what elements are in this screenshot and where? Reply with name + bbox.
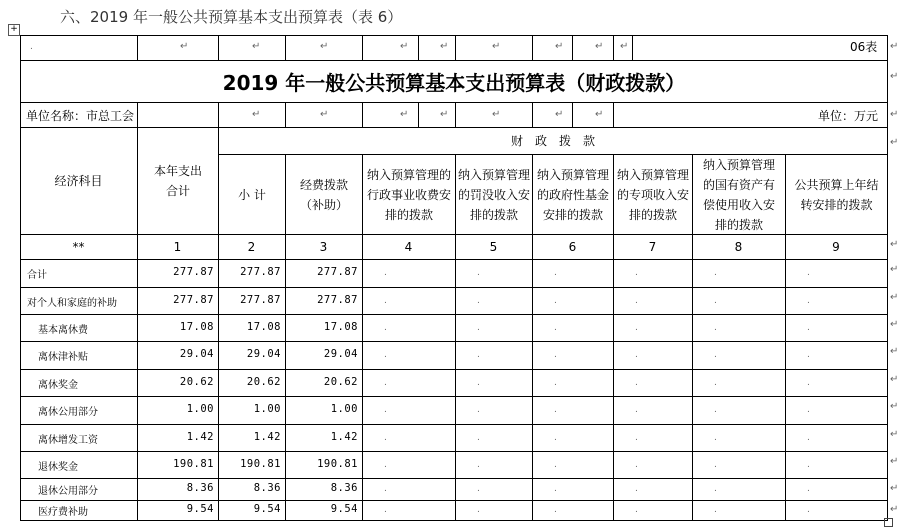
empty-cell-mark: . xyxy=(714,505,717,515)
grid-line xyxy=(20,341,888,342)
grid-line xyxy=(218,35,219,60)
grid-line xyxy=(20,369,888,370)
grid-line xyxy=(20,451,888,452)
cell-funding: 9.54 xyxy=(330,503,358,515)
empty-cell-mark: . xyxy=(554,322,557,333)
cell-total: 190.81 xyxy=(173,457,214,470)
cell-total: 1.00 xyxy=(186,403,214,415)
cell-total: 277.87 xyxy=(173,293,214,306)
grid-line xyxy=(20,314,888,315)
grid-line xyxy=(285,35,286,60)
empty-cell-mark: . xyxy=(635,484,638,494)
empty-cell-mark: . xyxy=(477,459,480,470)
empty-cell-mark: . xyxy=(477,322,480,333)
empty-cell-mark: . xyxy=(635,405,638,415)
paragraph-mark-icon: ↵ xyxy=(180,41,189,52)
index-cell: 9 xyxy=(832,240,840,254)
document-heading: 六、2019 年一般公共预算基本支出预算表（表 6） xyxy=(60,8,403,26)
empty-cell-mark: . xyxy=(635,505,638,515)
header-admin-fee: 纳入预算管理的行政事业收费安排的拨款 xyxy=(366,167,451,222)
paragraph-mark-icon: ↵ xyxy=(890,41,899,52)
row-label: 退休公用部分 xyxy=(38,486,98,497)
page-number: 06表 xyxy=(850,40,878,54)
empty-cell-mark: . xyxy=(807,405,810,415)
empty-cell-mark: . xyxy=(384,484,387,494)
empty-cell-mark: . xyxy=(807,484,810,494)
empty-cell-mark: . xyxy=(384,405,387,415)
paragraph-mark-icon: ↵ xyxy=(890,319,899,330)
grid-line xyxy=(285,102,286,127)
row-label: 医疗费补助 xyxy=(38,507,88,518)
empty-cell-mark: . xyxy=(477,295,480,306)
cell-subtotal: 190.81 xyxy=(240,457,281,470)
paragraph-mark-icon: ↵ xyxy=(890,483,899,494)
empty-cell-mark: . xyxy=(477,405,480,415)
header-gov-fund: 纳入预算管理的政府性基金安排的拨款 xyxy=(536,167,609,222)
paragraph-mark-icon: ↵ xyxy=(555,41,564,52)
empty-cell-mark: . xyxy=(554,484,557,494)
cell-mark: . xyxy=(30,42,33,52)
empty-cell-mark: . xyxy=(807,505,810,515)
grid-line xyxy=(137,35,138,60)
grid-line xyxy=(20,500,888,501)
grid-line xyxy=(362,35,363,60)
cell-funding: 29.04 xyxy=(323,348,358,360)
row-label: 离休增发工资 xyxy=(38,434,98,446)
empty-cell-mark: . xyxy=(554,268,557,278)
cell-subtotal: 8.36 xyxy=(253,482,281,494)
header-fiscal-group: 财 政 拨 款 xyxy=(510,134,595,148)
paragraph-mark-icon: ↵ xyxy=(440,109,449,120)
index-cell: ** xyxy=(72,240,85,254)
grid-line xyxy=(613,102,614,127)
empty-cell-mark: . xyxy=(714,377,717,388)
header-subtotal: 小 计 xyxy=(238,187,266,202)
table-title: 2019 年一般公共预算基本支出预算表（财政拨款） xyxy=(222,71,686,95)
empty-cell-mark: . xyxy=(635,350,638,360)
paragraph-mark-icon: ↵ xyxy=(890,137,899,148)
empty-cell-mark: . xyxy=(807,268,810,278)
empty-cell-mark: . xyxy=(635,459,638,470)
grid-line xyxy=(532,35,533,60)
empty-cell-mark: . xyxy=(807,350,810,360)
empty-cell-mark: . xyxy=(714,295,717,306)
grid-line xyxy=(20,259,888,260)
paragraph-mark-icon: ↵ xyxy=(890,292,899,303)
empty-cell-mark: . xyxy=(635,322,638,333)
table-move-handle-icon[interactable]: + xyxy=(8,24,20,36)
grid-line xyxy=(455,35,456,60)
empty-cell-mark: . xyxy=(714,350,717,360)
empty-cell-mark: . xyxy=(807,377,810,388)
empty-cell-mark: . xyxy=(714,459,717,470)
cell-total: 277.87 xyxy=(173,266,214,278)
grid-line xyxy=(455,102,456,127)
grid-line xyxy=(218,102,219,127)
index-cell: 1 xyxy=(173,240,182,254)
grid-line xyxy=(613,35,614,60)
empty-cell-mark: . xyxy=(477,432,480,443)
grid-line xyxy=(20,35,21,520)
end-marker-icon xyxy=(884,518,893,527)
paragraph-mark-icon: ↵ xyxy=(492,109,501,120)
index-cell: 7 xyxy=(648,240,657,254)
paragraph-mark-icon: ↵ xyxy=(400,109,409,120)
grid-line xyxy=(532,102,533,127)
cell-subtotal: 17.08 xyxy=(246,320,281,333)
header-economic-item: 经济科目 xyxy=(54,174,103,188)
paragraph-mark-icon: ↵ xyxy=(890,346,899,357)
cell-subtotal: 9.54 xyxy=(253,503,281,515)
empty-cell-mark: . xyxy=(635,432,638,443)
amount-unit: 单位：万元 xyxy=(818,109,879,123)
row-label: 基本离休费 xyxy=(38,324,88,336)
paragraph-mark-icon: ↵ xyxy=(890,264,899,275)
paragraph-mark-icon: ↵ xyxy=(320,109,329,120)
header-carryover: 公共预算上年结转安排的拨款 xyxy=(794,177,879,212)
empty-cell-mark: . xyxy=(807,459,810,470)
row-label: 合计 xyxy=(27,270,47,281)
grid-line xyxy=(632,35,633,60)
row-label: 离休津补贴 xyxy=(38,352,88,363)
cell-funding: 190.81 xyxy=(317,457,358,470)
empty-cell-mark: . xyxy=(554,405,557,415)
empty-cell-mark: . xyxy=(714,405,717,415)
paragraph-mark-icon: ↵ xyxy=(492,41,501,52)
paragraph-mark-icon: ↵ xyxy=(595,41,604,52)
paragraph-mark-icon: ↵ xyxy=(890,374,899,385)
cell-funding: 8.36 xyxy=(330,482,358,494)
empty-cell-mark: . xyxy=(807,432,810,443)
empty-cell-mark: . xyxy=(554,377,557,388)
index-cell: 4 xyxy=(404,240,413,254)
paragraph-mark-icon: ↵ xyxy=(595,109,604,120)
grid-line xyxy=(418,102,419,127)
cell-subtotal: 29.04 xyxy=(246,348,281,360)
empty-cell-mark: . xyxy=(384,459,387,470)
paragraph-mark-icon: ↵ xyxy=(890,71,899,82)
grid-line xyxy=(20,520,888,521)
empty-cell-mark: . xyxy=(384,350,387,360)
empty-cell-mark: . xyxy=(554,350,557,360)
cell-funding: 1.00 xyxy=(330,403,358,415)
cell-total: 9.54 xyxy=(186,503,214,515)
cell-total: 20.62 xyxy=(179,375,214,388)
index-cell: 6 xyxy=(568,240,577,254)
empty-cell-mark: . xyxy=(554,432,557,443)
header-state-assets: 纳入预算管理的国有资产有偿使用收入安排的拨款 xyxy=(702,157,775,232)
paragraph-mark-icon: ↵ xyxy=(890,504,899,515)
empty-cell-mark: . xyxy=(714,322,717,333)
empty-cell-mark: . xyxy=(714,432,717,443)
empty-cell-mark: . xyxy=(635,268,638,278)
paragraph-mark-icon: ↵ xyxy=(890,239,899,250)
empty-cell-mark: . xyxy=(477,350,480,360)
header-total: 本年支出合计 xyxy=(153,164,202,198)
paragraph-mark-icon: ↵ xyxy=(890,109,899,120)
unit-name: 单位名称：市总工会 xyxy=(26,109,135,123)
grid-line xyxy=(572,102,573,127)
cell-total: 17.08 xyxy=(179,320,214,333)
empty-cell-mark: . xyxy=(477,505,480,515)
empty-cell-mark: . xyxy=(554,459,557,470)
empty-cell-mark: . xyxy=(384,322,387,333)
header-fines: 纳入预算管理的罚没收入安排的拨款 xyxy=(458,167,531,222)
paragraph-mark-icon: ↵ xyxy=(400,41,409,52)
paragraph-mark-icon: ↵ xyxy=(890,429,899,440)
empty-cell-mark: . xyxy=(807,295,810,306)
empty-cell-mark: . xyxy=(384,268,387,278)
paragraph-mark-icon: ↵ xyxy=(890,456,899,467)
empty-cell-mark: . xyxy=(384,377,387,388)
index-cell: 8 xyxy=(734,240,743,254)
grid-line xyxy=(137,102,138,127)
index-cell: 3 xyxy=(319,240,328,254)
empty-cell-mark: . xyxy=(477,484,480,494)
grid-line xyxy=(20,396,888,397)
row-label: 退休奖金 xyxy=(38,461,78,473)
cell-subtotal: 1.42 xyxy=(253,430,281,443)
cell-subtotal: 277.87 xyxy=(240,266,281,278)
cell-subtotal: 20.62 xyxy=(246,375,281,388)
grid-line xyxy=(20,35,888,36)
row-label: 对个人和家庭的补助 xyxy=(27,297,117,309)
cell-total: 8.36 xyxy=(186,482,214,494)
paragraph-mark-icon: ↵ xyxy=(555,109,564,120)
paragraph-mark-icon: ↵ xyxy=(320,41,329,52)
grid-line xyxy=(887,35,888,520)
grid-line xyxy=(20,102,888,103)
empty-cell-mark: . xyxy=(384,432,387,443)
empty-cell-mark: . xyxy=(477,377,480,388)
index-cell: 2 xyxy=(247,240,256,254)
paragraph-mark-icon: ↵ xyxy=(890,401,899,412)
cell-total: 1.42 xyxy=(186,430,214,443)
cell-funding: 277.87 xyxy=(317,266,358,278)
grid-line xyxy=(20,287,888,288)
row-label: 离休奖金 xyxy=(38,379,78,391)
cell-funding: 277.87 xyxy=(317,293,358,306)
empty-cell-mark: . xyxy=(384,505,387,515)
index-cell: 5 xyxy=(489,240,498,254)
empty-cell-mark: . xyxy=(714,484,717,494)
paragraph-mark-icon: ↵ xyxy=(620,41,629,52)
empty-cell-mark: . xyxy=(807,322,810,333)
cell-subtotal: 277.87 xyxy=(240,293,281,306)
grid-line xyxy=(572,35,573,60)
header-special: 纳入预算管理的专项收入安排的拨款 xyxy=(617,167,690,222)
cell-funding: 20.62 xyxy=(323,375,358,388)
grid-line xyxy=(20,60,888,61)
empty-cell-mark: . xyxy=(384,295,387,306)
empty-cell-mark: . xyxy=(554,295,557,306)
empty-cell-mark: . xyxy=(635,295,638,306)
empty-cell-mark: . xyxy=(714,268,717,278)
paragraph-mark-icon: ↵ xyxy=(252,41,261,52)
paragraph-mark-icon: ↵ xyxy=(252,109,261,120)
row-label: 离休公用部分 xyxy=(38,407,98,418)
paragraph-mark-icon: ↵ xyxy=(440,41,449,52)
empty-cell-mark: . xyxy=(477,268,480,278)
cell-total: 29.04 xyxy=(179,348,214,360)
cell-funding: 17.08 xyxy=(323,320,358,333)
header-funding: 经费拨款（补助） xyxy=(299,177,348,212)
grid-line xyxy=(418,35,419,60)
cell-subtotal: 1.00 xyxy=(253,403,281,415)
empty-cell-mark: . xyxy=(635,377,638,388)
empty-cell-mark: . xyxy=(554,505,557,515)
cell-funding: 1.42 xyxy=(330,430,358,443)
grid-line xyxy=(20,424,888,425)
grid-line xyxy=(20,478,888,479)
grid-line xyxy=(362,102,363,127)
